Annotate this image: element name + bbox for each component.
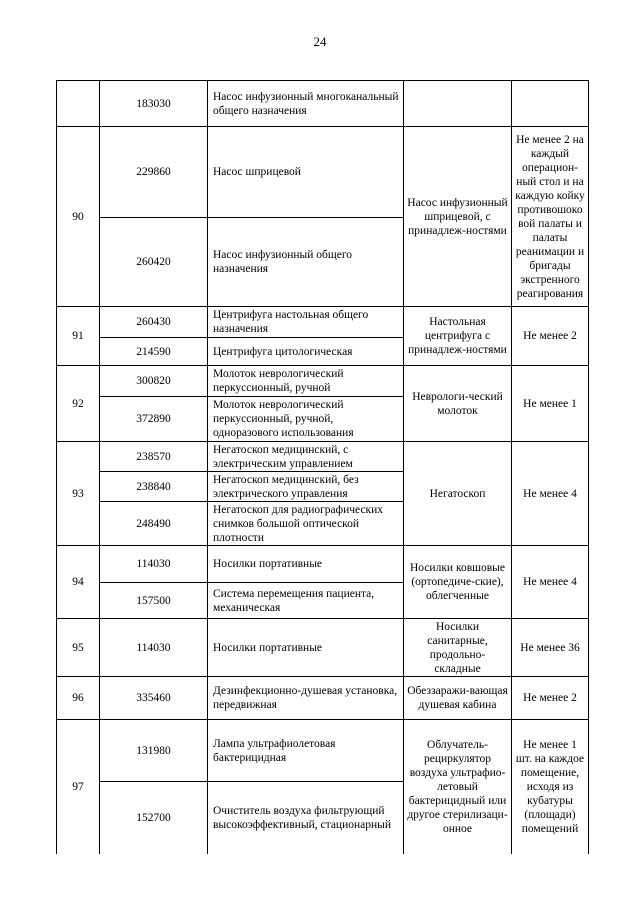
code-cell: 131980	[100, 720, 208, 782]
row-number-cell	[57, 81, 100, 127]
type-cell	[404, 81, 512, 127]
type-cell: Неврологи-ческий молоток	[404, 366, 512, 442]
table-row	[57, 81, 589, 127]
row-number-cell: 97	[57, 720, 100, 854]
requirement-cell: Не менее 4	[512, 546, 589, 619]
table-row	[57, 366, 589, 397]
row-number-cell: 96	[57, 677, 100, 720]
name-cell: Негатоскоп медицинский, с электрическим управлением	[208, 442, 404, 472]
requirement-cell: Не менее 36	[512, 619, 589, 677]
code-cell: 238840	[100, 472, 208, 502]
requirement-cell: Не менее 2	[512, 307, 589, 366]
name-cell: Носилки портативные	[208, 619, 404, 677]
code-cell: 183030	[100, 81, 208, 127]
code-cell: 157500	[100, 583, 208, 619]
row-number-cell: 94	[57, 546, 100, 619]
code-cell: 152700	[100, 782, 208, 854]
code-cell: 335460	[100, 677, 208, 720]
type-cell: Носилки ковшовые (ортопедиче-ские), облегченные	[404, 546, 512, 619]
name-cell: Негатоскоп для радиографических снимков большой оптической плотности	[208, 502, 404, 546]
type-cell: Насос инфузионный шприцевой, с принадлеж-ностями	[404, 127, 512, 307]
table-row	[57, 720, 589, 782]
name-cell: Молоток неврологический перкуссионный, ручной	[208, 366, 404, 397]
row-number-cell: 90	[57, 127, 100, 307]
equipment-table	[56, 80, 589, 854]
row-number-cell: 91	[57, 307, 100, 366]
type-cell: Негатоскоп	[404, 442, 512, 546]
requirement-cell: Не менее 1 шт. на каждое помещение, исходя из кубатуры (площади) помещений	[512, 720, 589, 854]
requirement-cell	[512, 81, 589, 127]
name-cell: Молоток неврологический перкуссионный, ручной, одноразового использования	[208, 397, 404, 442]
name-cell: Система перемещения пациента, механическая	[208, 583, 404, 619]
code-cell: 300820	[100, 366, 208, 397]
requirement-cell: Не менее 4	[512, 442, 589, 546]
code-cell: 114030	[100, 619, 208, 677]
name-cell: Насос шприцевой	[208, 127, 404, 218]
row-number-cell: 93	[57, 442, 100, 546]
code-cell: 214590	[100, 338, 208, 366]
type-cell: Облучатель-рециркулятор воздуха ультрафио-летовый бактерицидный или другое стерилизаци-онное	[404, 720, 512, 854]
name-cell: Очиститель воздуха фильтрующий высокоэффективный, стационарный	[208, 782, 404, 854]
row-number-cell: 95	[57, 619, 100, 677]
code-cell: 260430	[100, 307, 208, 338]
table-row	[57, 127, 589, 218]
type-cell: Настольная центрифуга с принадлеж-ностями	[404, 307, 512, 366]
name-cell: Центрифуга настольная общего назначения	[208, 307, 404, 338]
code-cell: 372890	[100, 397, 208, 442]
name-cell: Негатоскоп медицинский, без электрического управления	[208, 472, 404, 502]
table-row	[57, 546, 589, 583]
code-cell: 114030	[100, 546, 208, 583]
table-row	[57, 442, 589, 472]
row-number-cell: 92	[57, 366, 100, 442]
name-cell: Носилки портативные	[208, 546, 404, 583]
name-cell: Дезинфекционно-душевая установка, передвижная	[208, 677, 404, 720]
table-row	[57, 677, 589, 720]
requirement-cell: Не менее 1	[512, 366, 589, 442]
name-cell: Насос инфузионный многоканальный общего назначения	[208, 81, 404, 127]
type-cell: Обеззаражи-вающая душевая кабина	[404, 677, 512, 720]
code-cell: 248490	[100, 502, 208, 546]
code-cell: 260420	[100, 218, 208, 307]
type-cell: Носилки санитарные, продольно-складные	[404, 619, 512, 677]
name-cell: Центрифуга цитологическая	[208, 338, 404, 366]
page-number: 24	[313, 34, 327, 49]
table-row	[57, 619, 589, 677]
name-cell: Насос инфузионный общего назначения	[208, 218, 404, 307]
code-cell: 238570	[100, 442, 208, 472]
requirement-cell: Не менее 2 на каждый операцион-ный стол и на каждую койку противошоко вой палаты и палаты реанимации и бригады экстренного реагирования	[512, 127, 589, 307]
requirement-cell: Не менее 2	[512, 677, 589, 720]
table-row	[57, 307, 589, 338]
code-cell: 229860	[100, 127, 208, 218]
name-cell: Лампа ультрафиолетовая бактерицидная	[208, 720, 404, 782]
